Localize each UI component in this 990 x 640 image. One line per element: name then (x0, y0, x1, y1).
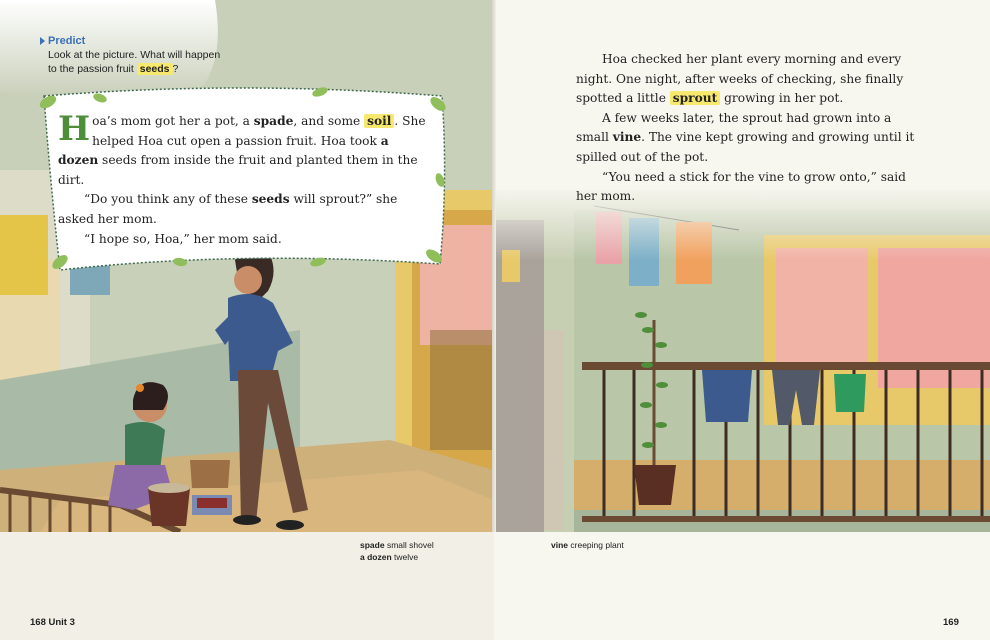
story-paragraph-2: “Do you think any of these seeds will sprout?” she asked her mom. (58, 192, 398, 226)
vocab-word: vine (612, 130, 642, 145)
vocab-word: spade (253, 114, 294, 128)
glossary-right (551, 539, 624, 551)
drop-cap: H (58, 109, 91, 149)
vocab-word: seeds (251, 192, 290, 207)
glossary-left (360, 539, 434, 563)
story-text-left (58, 109, 430, 249)
glossary-entry: vine creeping plant (551, 540, 624, 550)
story-paragraph-5: A few weeks later, the sprout had grown into a small vine. The vine kept growing and growing until it spilled out of the pot. (576, 110, 915, 164)
page-number-left: 168 Unit 3 (30, 617, 75, 628)
glossary-entry: a dozen twelve (360, 552, 419, 562)
left-fade-overlay (0, 0, 494, 532)
predict-heading: Predict (40, 34, 230, 48)
book-gutter (492, 0, 496, 532)
highlight-word: seeds (137, 63, 173, 75)
glossary-entry: spade small shovel (360, 540, 434, 550)
predict-box (40, 34, 230, 76)
play-triangle-icon (40, 37, 45, 45)
left-page (0, 0, 494, 640)
highlight-word: soil (364, 114, 394, 128)
story-paragraph-6: “You need a stick for the vine to grow onto,” said her mom. (576, 169, 906, 204)
page-number-right: 169 (943, 617, 959, 628)
story-text-right (576, 50, 926, 207)
predict-question: Look at the picture. What will happen to the passion fruit seeds ? (48, 49, 221, 75)
story-paragraph-4: Hoa checked her plant every morning and every night. One night, after weeks of checking, she finally spotted a little sprout growing in her pot. (576, 52, 904, 106)
story-paragraph-3: “I hope so, Hoa,” her mom said. (84, 231, 282, 246)
right-page (494, 0, 990, 640)
highlight-word: sprout (670, 91, 720, 105)
story-paragraph-1: oa’s mom got her a pot, a spade, and some soil . She helped Hoa cut open a passion fruit. Hoa took a dozen seeds from inside the fruit and planted them in the dirt. (58, 114, 426, 187)
vocab-word: a dozen (58, 133, 389, 168)
